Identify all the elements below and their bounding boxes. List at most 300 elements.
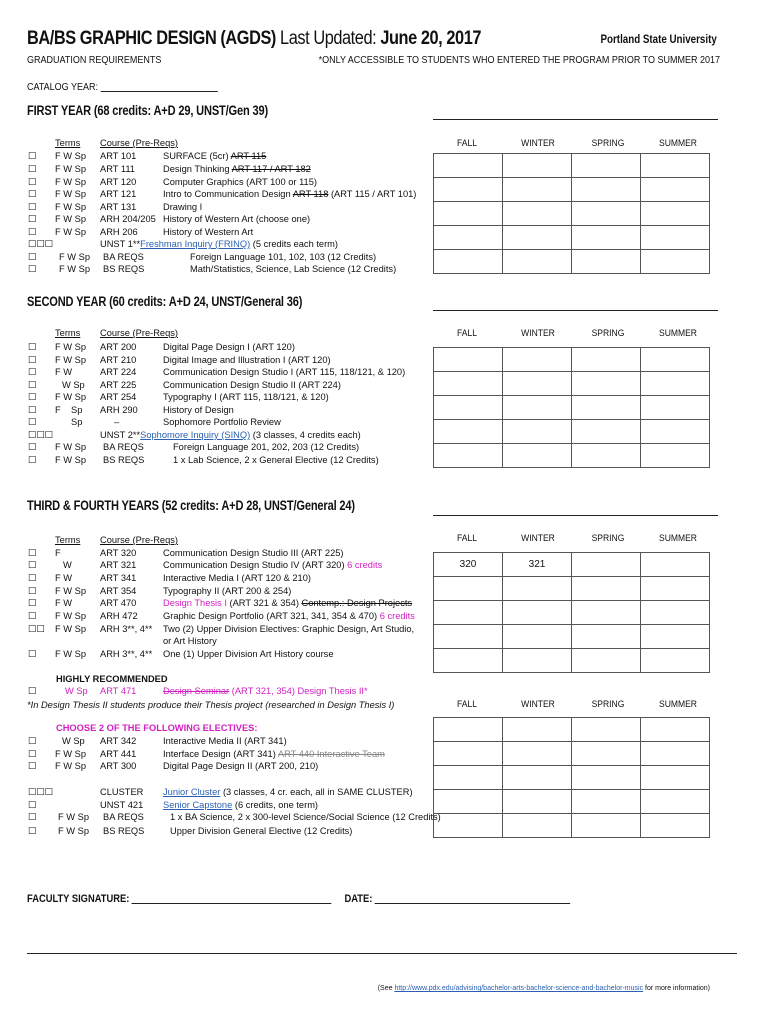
grid-cell[interactable] [434, 649, 503, 673]
row-term: F W Sp [55, 624, 86, 634]
grid-cell[interactable] [572, 372, 641, 396]
row-course: ART 131 [100, 202, 137, 212]
grid-cell[interactable] [503, 790, 572, 814]
grid-cell[interactable] [503, 154, 572, 178]
grid-header-spring: SPRING [591, 328, 625, 339]
year4-term-grid [433, 717, 710, 838]
grid-cell[interactable] [503, 814, 572, 838]
subtitle-left: GRADUATION REQUIREMENTS [27, 55, 162, 66]
grid-cell[interactable] [503, 202, 572, 226]
checkbox[interactable]: ☐ [28, 367, 37, 377]
second-year-heading: SECOND YEAR (60 credits: A+D 24, UNST/General 36) [27, 294, 303, 309]
checkbox-group[interactable]: ☐☐ [28, 624, 45, 634]
row-term: F W Sp [55, 761, 86, 771]
row-term: W Sp [62, 380, 85, 390]
row-course: BS REQS [103, 455, 145, 465]
grid-cell[interactable] [434, 601, 503, 625]
grid-cell[interactable] [572, 226, 641, 250]
signature-block [27, 893, 570, 905]
updated-label: Last Updated: [280, 28, 377, 49]
title-text: SURFACE (5cr) [163, 151, 231, 161]
grid-header-fall: FALL [457, 138, 477, 149]
course-label: Course (Pre-Reqs) [100, 328, 179, 338]
row-course: ARH 472 [100, 611, 138, 621]
unst-text [100, 239, 338, 249]
grid-cell[interactable] [434, 396, 503, 420]
grid-cell[interactable] [572, 790, 641, 814]
title-text: (3 classes, 4 cr. each, all in SAME CLUSTER) [220, 787, 413, 797]
grid-cell[interactable] [641, 742, 710, 766]
row-title [163, 598, 412, 608]
row-course: ART 341 [100, 573, 137, 583]
row-title: One (1) Upper Division Art History course [163, 649, 334, 659]
row-title: Communication Design Studio I (ART 115, 118/121, & 120) [163, 367, 406, 377]
row-title: Interactive Media I (ART 120 & 210) [163, 573, 311, 583]
row-course: ART 224 [100, 367, 137, 377]
checkbox[interactable]: ☐ [28, 749, 37, 759]
footer-prefix: (See [377, 985, 395, 992]
checkbox[interactable]: ☐ [28, 800, 37, 810]
checkbox[interactable]: ☐ [28, 264, 37, 274]
row-title [163, 164, 311, 174]
row-title: Foreign Language 101, 102, 103 (12 Credits) [190, 252, 377, 262]
course-label: Course (Pre-Reqs) [100, 138, 179, 148]
divider [433, 515, 718, 516]
grid-cell[interactable] [434, 790, 503, 814]
row-term: F W Sp [55, 649, 86, 659]
row-title: Foreign Language 201, 202, 203 (12 Credits) [173, 442, 360, 452]
grid-header-fall: FALL [457, 699, 477, 710]
senior-capstone-link[interactable]: Senior Capstone [163, 800, 233, 810]
grid-cell[interactable] [641, 178, 710, 202]
unst-text [100, 430, 361, 440]
grid-cell[interactable] [503, 601, 572, 625]
checkbox[interactable]: ☐ [28, 736, 37, 746]
grid-cell[interactable] [572, 420, 641, 444]
grid-cell[interactable] [641, 766, 710, 790]
grid-cell[interactable] [434, 814, 503, 838]
date-field[interactable] [375, 893, 571, 904]
checkbox[interactable]: ☐ [28, 214, 37, 224]
frinq-link[interactable]: Freshman Inquiry (FRINQ) [140, 239, 251, 249]
catalog-year-label: CATALOG YEAR: [27, 82, 99, 93]
row-term: F W Sp [58, 826, 89, 836]
row-course: ARH 290 [100, 405, 138, 415]
grid-header-fall: FALL [457, 328, 477, 339]
page-title [27, 28, 481, 50]
grid-cell[interactable] [641, 625, 710, 649]
terms-label: Terms [55, 328, 81, 338]
grid-cell[interactable] [434, 718, 503, 742]
title-text: Design Thinking [163, 164, 232, 174]
grid-cell[interactable] [572, 202, 641, 226]
updated-date: June 20, 2017 [380, 28, 482, 49]
row-title: 1 x BA Science, 2 x 300-level Science/Social Science (12 Credits) [170, 812, 441, 822]
strike-text: ART 440 Interactive Team [277, 749, 385, 759]
row-title: Drawing I [163, 202, 203, 212]
row-title: Digital Image and Illustration I (ART 120) [163, 355, 331, 365]
grid-cell[interactable] [503, 348, 572, 372]
checkbox[interactable]: ☐ [28, 405, 37, 415]
strike-text: ART 118 [292, 189, 329, 199]
row-term: W Sp [62, 736, 85, 746]
year3-term-grid [433, 552, 710, 673]
row-title [163, 749, 385, 759]
row-title: Sophomore Portfolio Review [163, 417, 281, 427]
checkbox[interactable]: ☐ [28, 227, 37, 237]
title-text: BA/BS GRAPHIC DESIGN (AGDS) [27, 28, 276, 49]
row-term: F W Sp [55, 342, 86, 352]
grid-cell[interactable] [572, 154, 641, 178]
title-text: Interface Design (ART 341) [163, 749, 278, 759]
row-term: F W Sp [55, 151, 86, 161]
row-course: ARH 3**, 4** [100, 649, 153, 659]
grid-cell[interactable] [434, 742, 503, 766]
checkbox[interactable]: ☐ [28, 342, 37, 352]
row-course: BA REQS [103, 812, 144, 822]
checkbox[interactable]: ☐ [28, 455, 37, 465]
grid-cell[interactable] [572, 742, 641, 766]
grid-header-spring: SPRING [591, 533, 625, 544]
checkbox[interactable]: ☐ [28, 177, 37, 187]
row-term: F W [55, 573, 73, 583]
title-text: (ART 321, 354) Design Thesis II* [229, 686, 368, 696]
grid-cell[interactable] [434, 226, 503, 250]
row-course: ART 470 [100, 598, 137, 608]
grid-header-fall: FALL [457, 533, 477, 544]
footer-suffix: for more information) [643, 985, 710, 992]
row-course: ART 321 [100, 560, 137, 570]
catalog-year-field[interactable] [101, 81, 218, 92]
row-course: ART 210 [100, 355, 137, 365]
row-term: F W [55, 367, 73, 377]
grid-cell[interactable] [641, 420, 710, 444]
grid-cell[interactable] [572, 396, 641, 420]
row-title [163, 800, 318, 810]
grid-cell[interactable] [503, 372, 572, 396]
checkbox[interactable]: ☐ [28, 355, 37, 365]
row-title: Digital Page Design II (ART 200, 210) [163, 761, 319, 771]
terms-label: Terms [55, 138, 81, 148]
row-term: F W Sp [55, 164, 86, 174]
grid-cell[interactable] [503, 649, 572, 673]
row-term: F W Sp [55, 455, 86, 465]
row-course: BS REQS [103, 264, 145, 274]
checkbox[interactable]: ☐ [28, 392, 37, 402]
junior-cluster-link[interactable]: Junior Cluster [163, 787, 221, 797]
hr-note: *In Design Thesis II students produce their Thesis project (researched in Design Thesis I) [27, 700, 395, 710]
grid-cell[interactable] [572, 814, 641, 838]
row-course: ART 121 [100, 189, 137, 199]
checkbox-group[interactable]: ☐☐☐ [28, 430, 54, 440]
checkbox-group[interactable]: ☐☐☐ [28, 787, 54, 797]
university-name: Portland State University [600, 34, 717, 46]
grid-cell[interactable] [503, 178, 572, 202]
checkbox[interactable]: ☐ [28, 649, 37, 659]
row-title: History of Western Art (choose one) [163, 214, 311, 224]
row-title: Communication Design Studio II (ART 224) [163, 380, 341, 390]
row-term: F W Sp [55, 749, 86, 759]
grid-cell[interactable] [503, 444, 572, 468]
grid-cell[interactable] [641, 577, 710, 601]
grid-cell[interactable] [641, 154, 710, 178]
row-course: ARH 204/205 [100, 214, 156, 224]
row-term: F W Sp [59, 264, 90, 274]
row-course: BA REQS [103, 252, 144, 262]
row-course: ART 471 [100, 686, 137, 696]
row-course: BS REQS [103, 826, 145, 836]
row-course: ART 111 [100, 164, 135, 174]
row-title [163, 151, 266, 161]
row-term: F W Sp [55, 392, 86, 402]
highly-recommended-label: HIGHLY RECOMMENDED [56, 674, 168, 684]
row-course: ART 354 [100, 586, 137, 596]
footer-divider [27, 953, 737, 954]
grid-cell[interactable] [572, 577, 641, 601]
title-text: (ART 321 & 354) [226, 598, 302, 608]
row-title: Communication Design Studio III (ART 225) [163, 548, 344, 558]
grid-header-winter: WINTER [521, 328, 555, 339]
row-term: F W Sp [55, 202, 86, 212]
checkbox[interactable]: ☐ [28, 686, 37, 696]
grid-cell[interactable] [572, 444, 641, 468]
row-term: F W Sp [55, 586, 86, 596]
row-title: Math/Statistics, Science, Lab Science (12 Credits) [190, 264, 397, 274]
row-course: ART 342 [100, 736, 137, 746]
strike-text: Design Seminar [163, 686, 230, 696]
row-term: F W Sp [58, 812, 89, 822]
grid-cell[interactable] [434, 625, 503, 649]
row-term: F W Sp [55, 442, 86, 452]
row-term: F W Sp [55, 611, 86, 621]
grid-cell[interactable] [503, 420, 572, 444]
grid-header-spring: SPRING [591, 138, 625, 149]
grid-cell[interactable] [572, 553, 641, 577]
title-text: Intro to Communication Design [163, 189, 293, 199]
checkbox[interactable]: ☐ [28, 611, 37, 621]
unst-suffix: (3 classes, 4 credits each) [250, 430, 361, 440]
grid-header-winter: WINTER [521, 533, 555, 544]
grid-cell[interactable] [641, 553, 710, 577]
row-title: Typography II (ART 200 & 254) [163, 586, 292, 596]
title-text: (6 credits, one term) [232, 800, 319, 810]
divider [433, 310, 718, 311]
grid-cell[interactable] [434, 154, 503, 178]
grid-cell[interactable] [434, 348, 503, 372]
footer-link[interactable]: http://www.pdx.edu/advising/bachelor-arts-bachelor-science-and-bachelor-music [394, 985, 644, 992]
row-course: ART 200 [100, 342, 137, 352]
checkbox-group[interactable]: ☐☐☐ [28, 239, 54, 249]
grid-cell[interactable] [641, 718, 710, 742]
grid-cell[interactable] [503, 250, 572, 274]
title-text: Communication Design Studio IV (ART 320) [163, 560, 348, 570]
row-title [163, 560, 382, 570]
checkbox[interactable]: ☐ [28, 586, 37, 596]
checkbox[interactable]: ☐ [28, 548, 37, 558]
grid-header-summer: SUMMER [658, 699, 697, 710]
row-course: CLUSTER [100, 787, 144, 797]
row-title: Upper Division General Elective (12 Credits) [170, 826, 353, 836]
first-year-heading: FIRST YEAR (68 credits: A+D 29, UNST/Gen 39) [27, 103, 269, 118]
grid-cell[interactable] [641, 649, 710, 673]
strike-text: Contemp.: Design Projects [301, 598, 413, 608]
grid-header-winter: WINTER [521, 138, 555, 149]
row-course: ART 441 [100, 749, 137, 759]
credits-note: 6 credits [347, 560, 383, 570]
row-title: Computer Graphics (ART 100 or 115) [163, 177, 317, 187]
grid-cell[interactable] [641, 372, 710, 396]
checkbox[interactable]: ☐ [28, 164, 37, 174]
checkbox[interactable]: ☐ [28, 826, 37, 836]
grid-cell[interactable] [503, 396, 572, 420]
choose-electives-label: CHOOSE 2 OF THE FOLLOWING ELECTIVES: [56, 723, 258, 733]
row-title: Two (2) Upper Division Electives: Graphic Design, Art Studio, [163, 624, 415, 634]
grid-cell[interactable] [503, 226, 572, 250]
grid-cell[interactable] [641, 250, 710, 274]
row-term: F W Sp [55, 355, 86, 365]
grid-header-summer: SUMMER [658, 138, 697, 149]
checkbox[interactable]: ☐ [28, 442, 37, 452]
strike-text: ART 115 [230, 151, 267, 161]
row-course: – [114, 417, 120, 427]
row-title: History of Western Art [163, 227, 254, 237]
grid-cell[interactable] [641, 790, 710, 814]
grid-cell[interactable] [572, 766, 641, 790]
row-term: F W [55, 598, 73, 608]
thesis-title: Design Thesis I [163, 598, 227, 608]
grid-cell[interactable] [572, 250, 641, 274]
grid-cell[interactable] [503, 718, 572, 742]
grid-cell[interactable] [572, 178, 641, 202]
checkbox[interactable]: ☐ [28, 573, 37, 583]
footer-note [378, 985, 710, 992]
grid-cell[interactable] [572, 625, 641, 649]
title-text: Graphic Design Portfolio (ART 321, 341, 354 & 470) [163, 611, 380, 621]
row-term: F W Sp [55, 177, 86, 187]
grid-cell[interactable] [641, 396, 710, 420]
grid-cell[interactable] [572, 348, 641, 372]
grid-cell[interactable] [641, 202, 710, 226]
grid-header-summer: SUMMER [658, 328, 697, 339]
unst-prefix: UNST 1** [100, 239, 141, 249]
grid-cell-winter[interactable]: 321 [503, 553, 572, 577]
row-term: F [55, 548, 61, 558]
grid-cell[interactable] [641, 226, 710, 250]
checkbox[interactable]: ☐ [28, 252, 37, 262]
grid-cell[interactable] [434, 202, 503, 226]
row-title: Typography I (ART 115, 118/121, & 120) [163, 392, 329, 402]
row-term: F Sp [55, 405, 83, 415]
grid-cell[interactable] [641, 814, 710, 838]
grid-cell[interactable] [434, 444, 503, 468]
row-term: F W Sp [55, 214, 86, 224]
grid-cell[interactable] [641, 601, 710, 625]
checkbox[interactable]: ☐ [28, 380, 37, 390]
grid-cell[interactable] [572, 718, 641, 742]
grid-cell[interactable] [503, 577, 572, 601]
checkbox[interactable]: ☐ [28, 189, 37, 199]
row-title: Digital Page Design I (ART 120) [163, 342, 295, 352]
row-title [163, 686, 368, 696]
third-fourth-year-heading: THIRD & FOURTH YEARS (52 credits: A+D 28, UNST/General 24) [27, 498, 355, 513]
checkbox[interactable]: ☐ [28, 417, 37, 427]
year2-term-grid [433, 347, 710, 468]
sinq-link[interactable]: Sophomore Inquiry (SINQ) [140, 430, 251, 440]
grid-cell[interactable] [503, 742, 572, 766]
grid-cell[interactable] [434, 420, 503, 444]
subtitle-right: *ONLY ACCESSIBLE TO STUDENTS WHO ENTERED THE PROGRAM PRIOR TO SUMMER 2017 [318, 55, 720, 66]
unst-prefix: UNST 2** [100, 430, 141, 440]
after-text: (ART 115 / ART 101) [328, 189, 417, 199]
checkbox[interactable]: ☐ [28, 761, 37, 771]
row-course: ART 254 [100, 392, 137, 402]
checkbox[interactable]: ☐ [28, 560, 37, 570]
grid-cell[interactable] [503, 766, 572, 790]
row-course: ARH 3**, 4** [100, 624, 153, 634]
row-term: F W Sp [55, 227, 86, 237]
strike-text: ART 117 / ART 182 [231, 164, 311, 174]
row-course: ART 225 [100, 380, 137, 390]
checkbox[interactable]: ☐ [28, 598, 37, 608]
unst-suffix: (5 credits each term) [250, 239, 339, 249]
row-title [163, 787, 413, 797]
checkbox[interactable]: ☐ [28, 812, 37, 822]
grid-cell[interactable] [572, 649, 641, 673]
row-term: W Sp [65, 686, 88, 696]
row-course: ART 120 [100, 177, 137, 187]
grid-cell[interactable] [641, 444, 710, 468]
grid-cell[interactable] [641, 348, 710, 372]
row-term: W [63, 560, 72, 570]
row-term: F W Sp [55, 189, 86, 199]
checkbox[interactable]: ☐ [28, 151, 37, 161]
row-course: BA REQS [103, 442, 144, 452]
row-course: ART 320 [100, 548, 137, 558]
row-title: or Art History [163, 636, 217, 646]
row-course: ARH 206 [100, 227, 138, 237]
grid-cell[interactable] [434, 577, 503, 601]
grid-cell[interactable] [503, 625, 572, 649]
grid-cell[interactable] [434, 250, 503, 274]
credits-note: 6 credits [379, 611, 415, 621]
grid-cell[interactable] [434, 178, 503, 202]
grid-header-winter: WINTER [521, 699, 555, 710]
row-title [163, 611, 415, 621]
row-course: ART 101 [100, 151, 137, 161]
grid-cell-fall[interactable]: 320 [434, 553, 503, 577]
course-label: Course (Pre-Reqs) [100, 535, 179, 545]
grid-cell[interactable] [434, 766, 503, 790]
grid-header-spring: SPRING [591, 699, 625, 710]
faculty-signature-label: FACULTY SIGNATURE: [27, 893, 130, 905]
terms-label: Terms [55, 535, 81, 545]
date-label: DATE: [344, 893, 373, 905]
faculty-signature-field[interactable] [132, 893, 332, 904]
divider [433, 119, 718, 120]
row-course: ART 300 [100, 761, 137, 771]
row-term: Sp [71, 417, 83, 427]
row-title: Interactive Media II (ART 341) [163, 736, 287, 746]
grid-cell[interactable] [434, 372, 503, 396]
row-term: F W Sp [59, 252, 90, 262]
year1-term-grid [433, 153, 710, 274]
checkbox[interactable]: ☐ [28, 202, 37, 212]
grid-cell[interactable] [572, 601, 641, 625]
row-title: 1 x Lab Science, 2 x General Elective (12 Credits) [173, 455, 379, 465]
row-title: History of Design [163, 405, 234, 415]
catalog-year [27, 81, 218, 93]
row-title [163, 189, 416, 199]
